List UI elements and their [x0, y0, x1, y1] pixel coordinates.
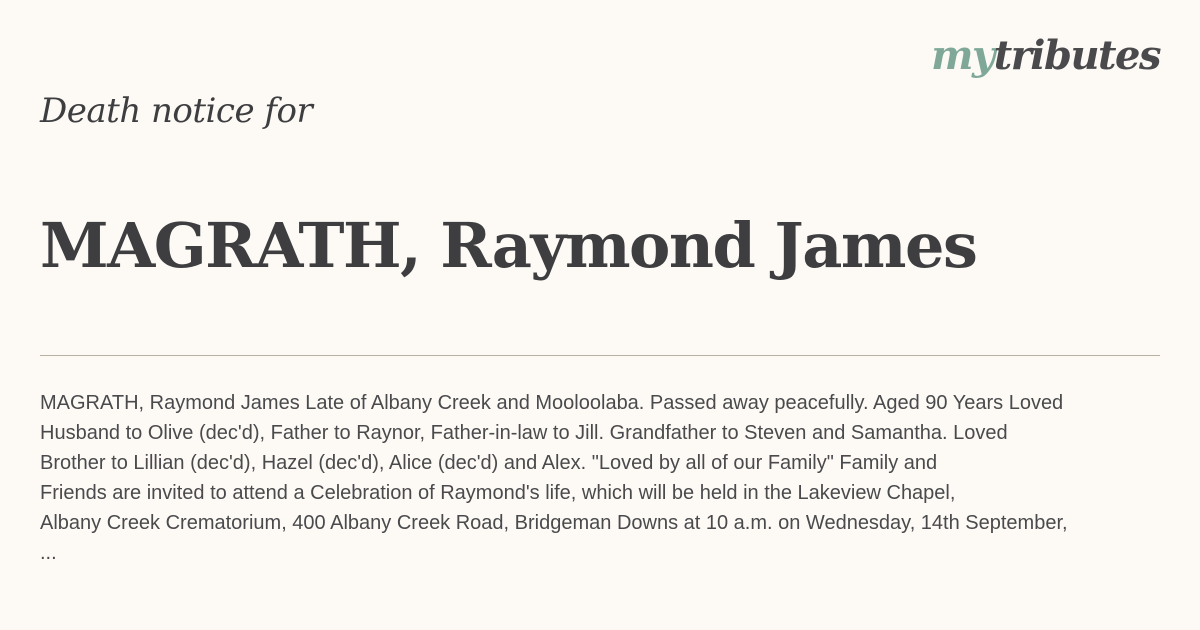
notice-body: MAGRATH, Raymond James Late of Albany Creek and Mooloolaba. Passed away peacefully. Aged 90 Years Loved Husband to Olive (dec'd), Father to Raynor, Father-in-law to Jill. Grandfather to Steven and Samantha. Loved Brother to Lillian (dec'd), Hazel (dec'd), Alice (dec'd) and Alex. "Loved by all of our Family" Family and Friends are invited to attend a Celebration of Raymond's life, which will be held in the Lakeview Chapel, Albany Creek Crematorium, 400 Albany Creek Road, Bridgeman Downs at 10 a.m. on Wednesday, 14th September, ...: [40, 392, 1068, 564]
logo-suffix: tributes: [993, 32, 1160, 79]
notice-kicker: Death notice for: [40, 91, 313, 131]
mytributes-logo[interactable]: [931, 32, 1160, 79]
deceased-name: MAGRATH, Raymond James: [40, 209, 977, 282]
logo-prefix: my: [931, 32, 994, 79]
divider: [40, 355, 1160, 356]
